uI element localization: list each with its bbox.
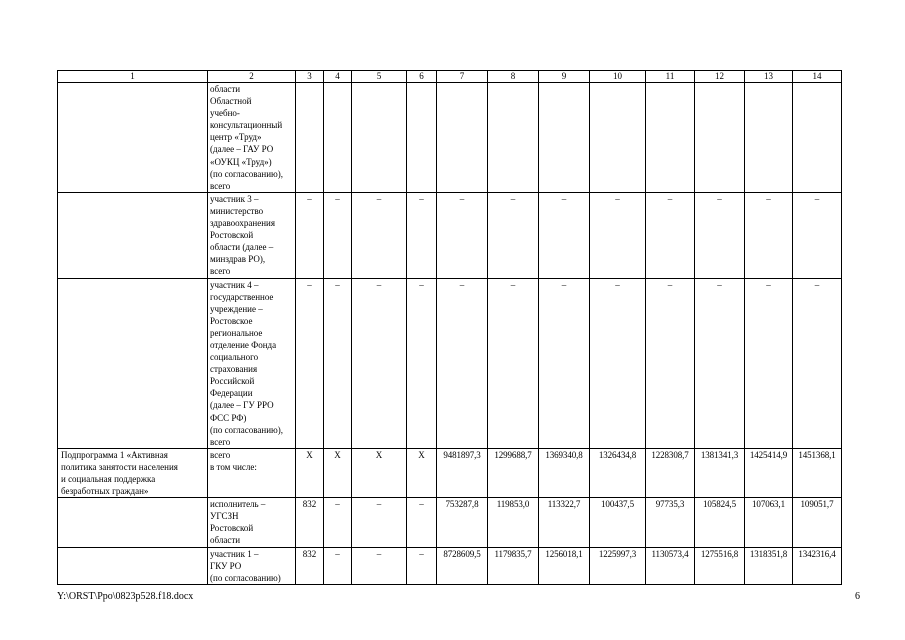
header-cell: 4 xyxy=(324,71,352,83)
value-cell: – xyxy=(296,192,324,278)
value-cell: – xyxy=(793,278,842,448)
value-cell xyxy=(590,83,646,193)
footer-file-path: Y:\ORST\Ppo\0823p528.f18.docx xyxy=(57,591,194,602)
header-cell: 9 xyxy=(539,71,590,83)
value-cell: 1318351,8 xyxy=(745,547,793,584)
value-cell xyxy=(437,83,488,193)
value-cell: – xyxy=(590,192,646,278)
value-cell: – xyxy=(695,278,745,448)
participant-text: участник 4 – государственное учреждение – Ростовское региональное отделение Фонда социального страхования Российской Федерации (далее – ГУ РРО ФСС РФ) (по согласованию), всего xyxy=(210,279,284,447)
value-cell: – xyxy=(488,192,539,278)
value-cell: 113322,7 xyxy=(539,498,590,547)
header-cell: 14 xyxy=(793,71,842,83)
value-cell: – xyxy=(407,547,437,584)
program-name-cell xyxy=(58,83,208,193)
value-cell: – xyxy=(793,192,842,278)
value-cell: X xyxy=(407,448,437,497)
participant-text: исполнитель – УГСЗН Ростовской области xyxy=(210,499,266,546)
program-name-cell xyxy=(58,192,208,278)
value-cell: – xyxy=(695,192,745,278)
participant-cell xyxy=(208,448,296,497)
header-cell: 1 xyxy=(58,71,208,83)
value-cell: – xyxy=(539,278,590,448)
header-cell: 11 xyxy=(646,71,695,83)
value-cell: 9481897,3 xyxy=(437,448,488,497)
value-cell: – xyxy=(352,278,407,448)
table-row xyxy=(58,547,842,584)
value-cell: 1275516,8 xyxy=(695,547,745,584)
value-cell: – xyxy=(324,547,352,584)
value-cell: – xyxy=(324,192,352,278)
program-name-cell xyxy=(58,448,208,497)
table-header-row xyxy=(58,71,842,83)
value-cell xyxy=(539,83,590,193)
header-cell: 3 xyxy=(296,71,324,83)
value-cell xyxy=(695,83,745,193)
table-row xyxy=(58,192,842,278)
header-cell: 2 xyxy=(208,71,296,83)
value-cell: X xyxy=(352,448,407,497)
value-cell: 1425414,9 xyxy=(745,448,793,497)
value-cell: – xyxy=(407,192,437,278)
header-cell: 10 xyxy=(590,71,646,83)
value-cell: 1369340,8 xyxy=(539,448,590,497)
value-cell: 832 xyxy=(296,547,324,584)
value-cell: – xyxy=(352,192,407,278)
value-cell: 1342316,4 xyxy=(793,547,842,584)
participant-text: области Областной учебно- консультационный центр «Труд» (далее – ГАУ РО «ОУКЦ «Труд») (по согласованию), всего xyxy=(210,84,284,191)
table-row xyxy=(58,498,842,547)
value-cell: 105824,5 xyxy=(695,498,745,547)
value-cell xyxy=(324,83,352,193)
value-cell: 1228308,7 xyxy=(646,448,695,497)
value-cell: – xyxy=(407,278,437,448)
value-cell: 109051,7 xyxy=(793,498,842,547)
table-row xyxy=(58,278,842,448)
value-cell: – xyxy=(539,192,590,278)
header-cell: 13 xyxy=(745,71,793,83)
value-cell: 97735,3 xyxy=(646,498,695,547)
footer-page-number: 6 xyxy=(855,591,860,602)
participant-text: всего в том числе: xyxy=(210,449,257,472)
header-cell: 7 xyxy=(437,71,488,83)
program-name-cell xyxy=(58,547,208,584)
value-cell: – xyxy=(324,278,352,448)
value-cell: – xyxy=(745,278,793,448)
value-cell: – xyxy=(590,278,646,448)
value-cell: – xyxy=(407,498,437,547)
participant-cell xyxy=(208,278,296,448)
header-cell: 8 xyxy=(488,71,539,83)
value-cell xyxy=(646,83,695,193)
participant-text: участник 1 – ГКУ РО (по согласованию) xyxy=(210,548,281,583)
value-cell: 1451368,1 xyxy=(793,448,842,497)
value-cell xyxy=(793,83,842,193)
value-cell: 832 xyxy=(296,498,324,547)
value-cell: – xyxy=(324,498,352,547)
value-cell: 1256018,1 xyxy=(539,547,590,584)
value-cell: 1326434,8 xyxy=(590,448,646,497)
budget-table xyxy=(57,70,842,585)
header-cell: 12 xyxy=(695,71,745,83)
value-cell: 1299688,7 xyxy=(488,448,539,497)
value-cell: – xyxy=(646,192,695,278)
participant-cell xyxy=(208,83,296,193)
value-cell: 119853,0 xyxy=(488,498,539,547)
program-name-cell xyxy=(58,498,208,547)
value-cell: X xyxy=(324,448,352,497)
table-row xyxy=(58,448,842,497)
value-cell: – xyxy=(488,278,539,448)
value-cell xyxy=(352,83,407,193)
value-cell: – xyxy=(296,278,324,448)
program-name-text: Подпрограмма 1 «Активная политика занятости населения и социальная поддержка безработных граждан» xyxy=(61,449,178,497)
table-row xyxy=(58,83,842,193)
participant-cell xyxy=(208,192,296,278)
value-cell xyxy=(488,83,539,193)
value-cell: 753287,8 xyxy=(437,498,488,547)
value-cell: – xyxy=(646,278,695,448)
value-cell: 1381341,3 xyxy=(695,448,745,497)
value-cell: 1179835,7 xyxy=(488,547,539,584)
value-cell: 107063,1 xyxy=(745,498,793,547)
participant-text: участник 3 – министерство здравоохранения Ростовской области (далее – минздрав РО), всего xyxy=(210,193,276,277)
header-cell: 6 xyxy=(407,71,437,83)
value-cell: 100437,5 xyxy=(590,498,646,547)
value-cell: – xyxy=(352,498,407,547)
program-name-cell xyxy=(58,278,208,448)
value-cell: – xyxy=(437,278,488,448)
value-cell: – xyxy=(352,547,407,584)
value-cell: 1225997,3 xyxy=(590,547,646,584)
value-cell: X xyxy=(296,448,324,497)
header-cell: 5 xyxy=(352,71,407,83)
value-cell xyxy=(407,83,437,193)
value-cell: – xyxy=(745,192,793,278)
value-cell xyxy=(745,83,793,193)
value-cell xyxy=(296,83,324,193)
participant-cell xyxy=(208,498,296,547)
value-cell: – xyxy=(437,192,488,278)
value-cell: 8728609,5 xyxy=(437,547,488,584)
participant-cell xyxy=(208,547,296,584)
value-cell: 1130573,4 xyxy=(646,547,695,584)
